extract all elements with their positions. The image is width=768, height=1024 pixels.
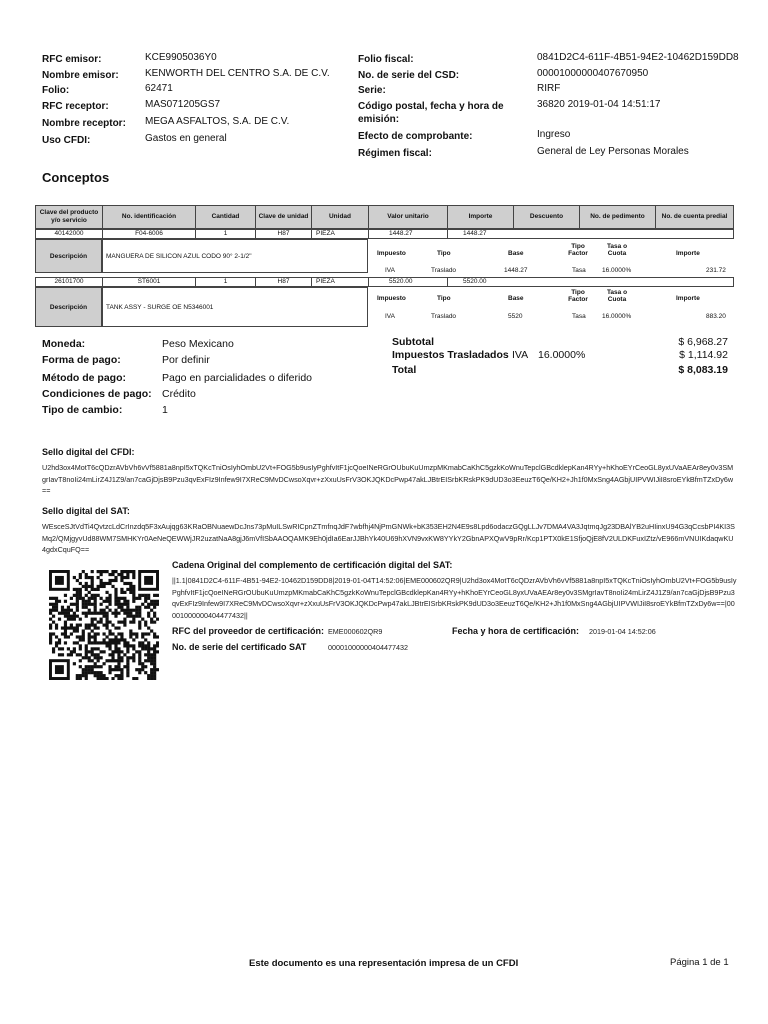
cp-fecha-value: 36820 2019-01-04 14:51:17 bbox=[537, 99, 661, 110]
sello-cfdi-text: U2hd3ox4MotT6cQDzrAVbVh6vVf5881a8npI5xTQKcTniOsIyhOmbU2Vt+FOG5b9usIyPghfvItF1jcQoeINeRGrOUbuKuUmzpMKmabCaKhC5gzkKoWnuTepclGBcdklepKan4RYy+hKhoEYrCeoGL8yxUVaAEAr8ey0v3SMgrIavT8noIi24mLirZ4J1Z9/an7caGjDjsB9Pzu3qvExFIz9Infew9I7XReC9MvDCwsoXqvr+zXxuUsFrV3OKJQKDcPwp47akLJBtrEISrbKRskPK9dUD3o3EeuzT6Qe/KH2+Jh1f0MxSng4AGbjUIPVWIJiI8sroEYkBfmTZxDy6w== bbox=[42, 463, 734, 495]
item-descripcion: MANGUERA DE SILICON AZUL CODO 90° 2-1/2" bbox=[102, 239, 368, 273]
tax-tasa: 16.0000% bbox=[602, 313, 632, 320]
efecto-value: Ingreso bbox=[537, 129, 571, 140]
th-importe: Importe bbox=[448, 206, 514, 228]
tax-h-tipo: Tipo bbox=[437, 250, 451, 257]
sello-cfdi-title: Sello digital del CFDI: bbox=[42, 447, 135, 457]
tax-h-factor: Tipo Factor bbox=[568, 289, 588, 303]
item-unidad: PIEZA bbox=[312, 278, 369, 286]
item-descripcion: TANK ASSY - SURGE OE N5346001 bbox=[102, 287, 368, 327]
tax-factor: Tasa bbox=[572, 267, 586, 274]
moneda-value: Peso Mexicano bbox=[162, 338, 234, 350]
cadena-title: Cadena Original del complemento de certificación digital del SAT: bbox=[172, 560, 453, 570]
impuestos-tipo: IVA bbox=[512, 349, 529, 361]
serie-cert-value: 00001000000404477432 bbox=[328, 643, 408, 652]
qr-code-icon bbox=[49, 570, 159, 680]
cadena-text: ||1.1|0841D2C4-611F-4B51-94E2-10462D159DD8|2019-01-04T14:52:06|EME000602QR9|U2hd3ox4MotT6cQDzrAVbVh6vVf5881a8npI5xTQKcTniOsIyhOmbU2Vt+FOG5b9usIyPghfvItF1jcQoeINeRGrOUbuKuUmzpMKmabCaKhC5gzkKoWnuTepclGBcdklepKan4RYy+hKhoEYrCeoGL8yxUVaAEAr8ey0v3SMgrIavT8noIi24mLirZ4J1Z9/an7caGjDjsB9Pzu3qvExFIz9Infew9I7XReC9MvDCwsoXqvr+zXxuUsFrV3OKJQKDcPwp47akLJBtrEISrbKRskPK9dUD3o3EeuzT6Qe/KH2+Jh1f0MxSng4AGbjUIPVWIJiI8sroEYkBfmTZxDy6w==|00001000000404477432|| bbox=[172, 576, 737, 620]
th-pedimento: No. de pedimento bbox=[580, 206, 656, 228]
tax-h-tipo: Tipo bbox=[437, 295, 451, 302]
tax-importe: 883.20 bbox=[706, 313, 726, 320]
serie-csd-value: 00001000000407670950 bbox=[537, 68, 649, 79]
tipo-cambio-label: Tipo de cambio: bbox=[42, 404, 123, 416]
table-row bbox=[35, 229, 734, 239]
tax-h-importe: Importe bbox=[676, 250, 700, 257]
item-clave-unidad: H87 bbox=[256, 230, 312, 238]
desc-label: Descripción bbox=[35, 239, 102, 273]
regimen-label: Régimen fiscal: bbox=[358, 148, 432, 159]
th-clave: Clave del producto y/o servicio bbox=[36, 206, 103, 228]
impuestos-value: $ 1,114.92 bbox=[679, 349, 728, 361]
tax-h-tasa: Tasa o Cuota bbox=[606, 289, 628, 303]
item-clave-unidad: H87 bbox=[256, 278, 312, 286]
total-label: Total bbox=[392, 364, 417, 376]
rfc-emisor-label: RFC emisor: bbox=[42, 54, 102, 65]
impuestos-label: Impuestos Trasladados bbox=[392, 349, 509, 361]
tax-tipo: Traslado bbox=[431, 267, 457, 274]
metodo-pago-value: Pago en parcialidades o diferido bbox=[162, 372, 313, 384]
th-cuenta-predial: No. de cuenta predial bbox=[661, 213, 728, 220]
tax-h-factor: Tipo Factor bbox=[568, 243, 588, 257]
sello-sat-title: Sello digital del SAT: bbox=[42, 506, 130, 516]
tax-h-impuesto: Impuesto bbox=[377, 295, 406, 302]
tax-impuesto: IVA bbox=[385, 267, 395, 274]
tax-h-impuesto: Impuesto bbox=[377, 250, 406, 257]
item-clave: 40142000 bbox=[36, 230, 103, 238]
item-no-id: ST6001 bbox=[103, 278, 196, 286]
folio-fiscal-value: 0841D2C4-611F-4B51-94E2-10462D159DD8 bbox=[537, 52, 739, 63]
th-valor-unitario: Valor unitario bbox=[369, 206, 448, 228]
nombre-emisor-value: KENWORTH DEL CENTRO S.A. DE C.V. bbox=[145, 68, 330, 79]
item-valor-unitario: 5520.00 bbox=[369, 278, 448, 286]
forma-pago-label: Forma de pago: bbox=[42, 354, 121, 366]
nombre-receptor-value: MEGA ASFALTOS, S.A. DE C.V. bbox=[145, 116, 290, 127]
fecha-cert-label: Fecha y hora de certificación: bbox=[452, 626, 580, 636]
metodo-pago-label: Método de pago: bbox=[42, 372, 126, 384]
rfc-receptor-label: RFC receptor: bbox=[42, 101, 109, 112]
serie-label: Serie: bbox=[358, 85, 386, 96]
serie-cert-label: No. de serie del certificado SAT bbox=[172, 642, 307, 652]
item-importe: 1448.27 bbox=[463, 230, 487, 237]
folio-label: Folio: bbox=[42, 85, 70, 96]
item-cantidad: 1 bbox=[196, 278, 256, 286]
tax-h-base: Base bbox=[508, 250, 524, 257]
th-descuento: Descuento bbox=[514, 206, 580, 228]
folio-fiscal-label: Folio fiscal: bbox=[358, 54, 414, 65]
item-valor-unitario: 1448.27 bbox=[369, 230, 448, 238]
th-unidad: Unidad bbox=[312, 206, 369, 228]
item-importe: 5520.00 bbox=[463, 278, 487, 285]
page-number: Página 1 de 1 bbox=[670, 957, 729, 968]
sello-sat-text: WEsceSJtVdTi4QvtzcLdCrInzdq5F3xAujqg63KRaOBNuaewDcJns73pMuILSwRICpnZTmfnqJdF7wbfhj4NjPmGNWk+bK353EH2N4E9s8Lpd6odaczGQgLLJv7DMA4VA3JqtmqJg23DBAlYB2uHIinxU94G3qCcsbPI4KI3SMq2/QMjgyvUd88WM7SMHKYr0AeNeQEWWjJR2uzatNaA8gjJ6mVfISbAAOQAMK9Eh0jdIa6EarJJBhYk40U69hXVN9vxKW8YYkY2GbnAPXQwV9pRr/Kcp1PTX0kE1SfjoQjE8fV2ULDKFuxIZtz/vE966mVNUIKdaqwKU4gdxCquFQ== bbox=[42, 522, 735, 554]
tax-h-importe: Importe bbox=[676, 295, 700, 302]
item-cantidad: 1 bbox=[196, 230, 256, 238]
qr-code bbox=[49, 570, 159, 680]
tax-h-tasa: Tasa o Cuota bbox=[606, 243, 628, 257]
folio-value: 62471 bbox=[145, 83, 173, 94]
footer-note: Este documento es una representación impresa de un CFDI bbox=[249, 958, 519, 969]
table-header bbox=[35, 205, 734, 229]
th-clave-unidad: Clave de unidad bbox=[256, 206, 312, 228]
serie-value: RIRF bbox=[537, 83, 561, 94]
moneda-label: Moneda: bbox=[42, 338, 86, 350]
fecha-cert-value: 2019-01-04 14:52:06 bbox=[589, 627, 656, 636]
rfc-proveedor-label: RFC del proveedor de certificación: bbox=[172, 626, 325, 636]
condiciones-label: Condiciones de pago: bbox=[42, 388, 152, 400]
desc-label: Descripción bbox=[35, 287, 102, 327]
nombre-receptor-label: Nombre receptor: bbox=[42, 118, 126, 129]
item-clave: 26101700 bbox=[36, 278, 103, 286]
rfc-proveedor-value: EME000602QR9 bbox=[328, 627, 383, 636]
condiciones-value: Crédito bbox=[162, 388, 196, 400]
regimen-value: General de Ley Personas Morales bbox=[537, 146, 689, 157]
nombre-emisor-label: Nombre emisor: bbox=[42, 70, 119, 81]
conceptos-title: Conceptos bbox=[42, 170, 110, 185]
subtotal-value: $ 6,968.27 bbox=[678, 336, 728, 348]
table-row bbox=[35, 277, 734, 287]
th-cantidad: Cantidad bbox=[196, 206, 256, 228]
serie-csd-label: No. de serie del CSD: bbox=[358, 70, 460, 81]
tax-tasa: 16.0000% bbox=[602, 267, 632, 274]
item-unidad: PIEZA bbox=[312, 230, 369, 238]
efecto-label: Efecto de comprobante: bbox=[358, 131, 473, 142]
tax-base: 5520 bbox=[508, 313, 523, 320]
total-value: $ 8,083.19 bbox=[678, 364, 728, 376]
subtotal-label: Subtotal bbox=[392, 336, 434, 348]
rfc-emisor-value: KCE9905036Y0 bbox=[145, 52, 217, 63]
tax-tipo: Traslado bbox=[431, 313, 457, 320]
uso-cfdi-value: Gastos en general bbox=[145, 133, 227, 144]
forma-pago-value: Por definir bbox=[162, 354, 210, 366]
tax-factor: Tasa bbox=[572, 313, 586, 320]
item-no-id: F04-6006 bbox=[103, 230, 196, 238]
cp-fecha-label: Código postal, fecha y hora de emisión: bbox=[358, 101, 504, 125]
uso-cfdi-label: Uso CFDI: bbox=[42, 135, 91, 146]
impuestos-tasa: 16.0000% bbox=[538, 349, 586, 361]
tax-h-base: Base bbox=[508, 295, 524, 302]
tax-base: 1448.27 bbox=[504, 267, 528, 274]
rfc-receptor-value: MAS071205GS7 bbox=[145, 99, 221, 110]
tax-impuesto: IVA bbox=[385, 313, 395, 320]
tax-importe: 231.72 bbox=[706, 267, 726, 274]
tipo-cambio-value: 1 bbox=[162, 404, 168, 416]
th-no-id: No. identificación bbox=[103, 206, 196, 228]
